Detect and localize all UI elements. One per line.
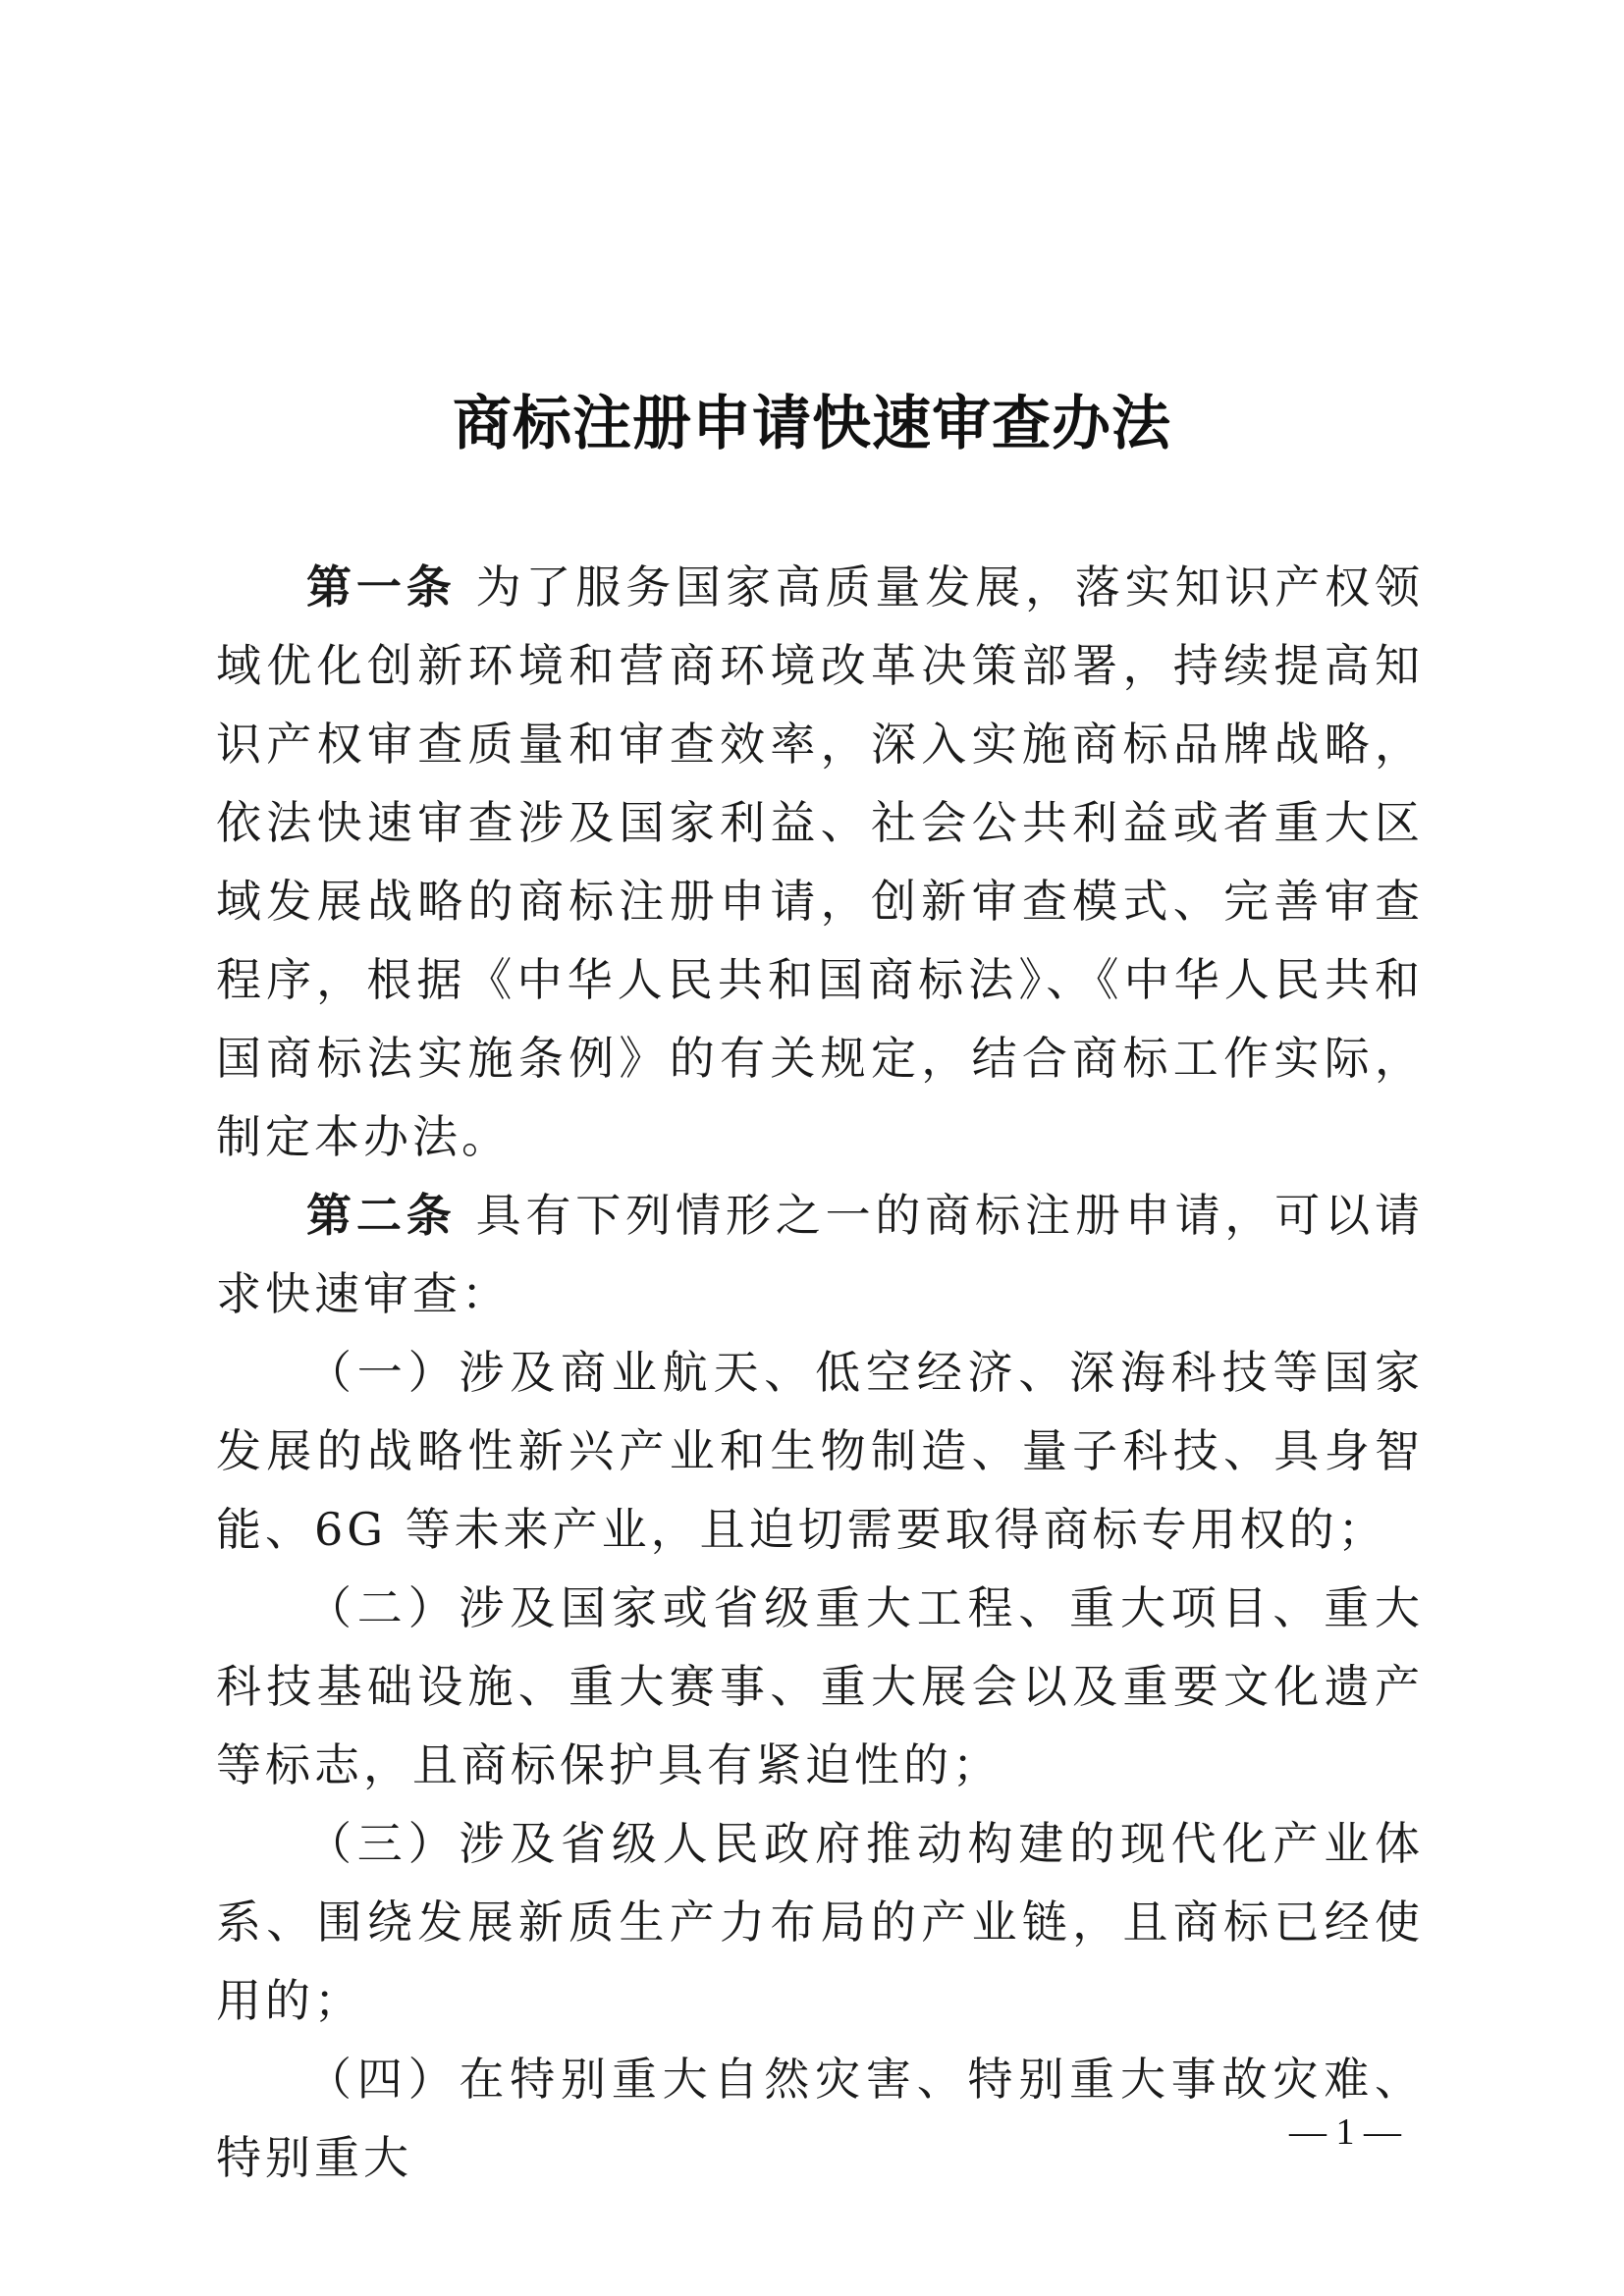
article-1-label: 第一条 xyxy=(306,561,457,614)
document-body xyxy=(216,548,1424,2197)
article-2-text: 具有下列情形之一的商标注册申请，可以请求快速审查： xyxy=(216,1189,1425,1320)
article-2-item-2: （二）涉及国家或省级重大工程、重大项目、重大科技基础设施、重大赛事、重大展会以及重要文化遗产等标志，且商标保护具有紧迫性的； xyxy=(216,1581,1424,1791)
page-number: — 1 — xyxy=(1289,2111,1401,2153)
article-1-paragraph xyxy=(216,548,1424,1176)
document-title: 商标注册申请快速审查办法 xyxy=(453,390,1171,458)
article-1-text: 为了服务国家高质量发展，落实知识产权领域优化创新环境和营商环境改革决策部署，持续提高知识产权审查质量和审查效率，深入实施商标品牌战略，依法快速审查涉及国家利益、社会公共利益或者重大区域发展战略的商标注册申请，创新审查模式、完善审查程序，根据《中华人民共和国商标法》、《中华人民共和国商标法实施条例》的有关规定，结合商标工作实际，制定本办法。 xyxy=(216,561,1425,1163)
article-2-label: 第二条 xyxy=(306,1189,457,1242)
article-2-item-1: （一）涉及商业航天、低空经济、深海科技等国家发展的战略性新兴产业和生物制造、量子科技、具身智能、6G 等未来产业，且迫切需要取得商标专用权的； xyxy=(216,1346,1424,1556)
article-2-item-3: （三）涉及省级人民政府推动构建的现代化产业体系、围绕发展新质生产力布局的产业链，且商标已经使用的； xyxy=(216,1817,1424,2027)
article-2-paragraph xyxy=(216,1176,1424,1333)
article-2-item-4: （四）在特别重大自然灾害、特别重大事故灾难、特别重大 xyxy=(216,2053,1424,2184)
